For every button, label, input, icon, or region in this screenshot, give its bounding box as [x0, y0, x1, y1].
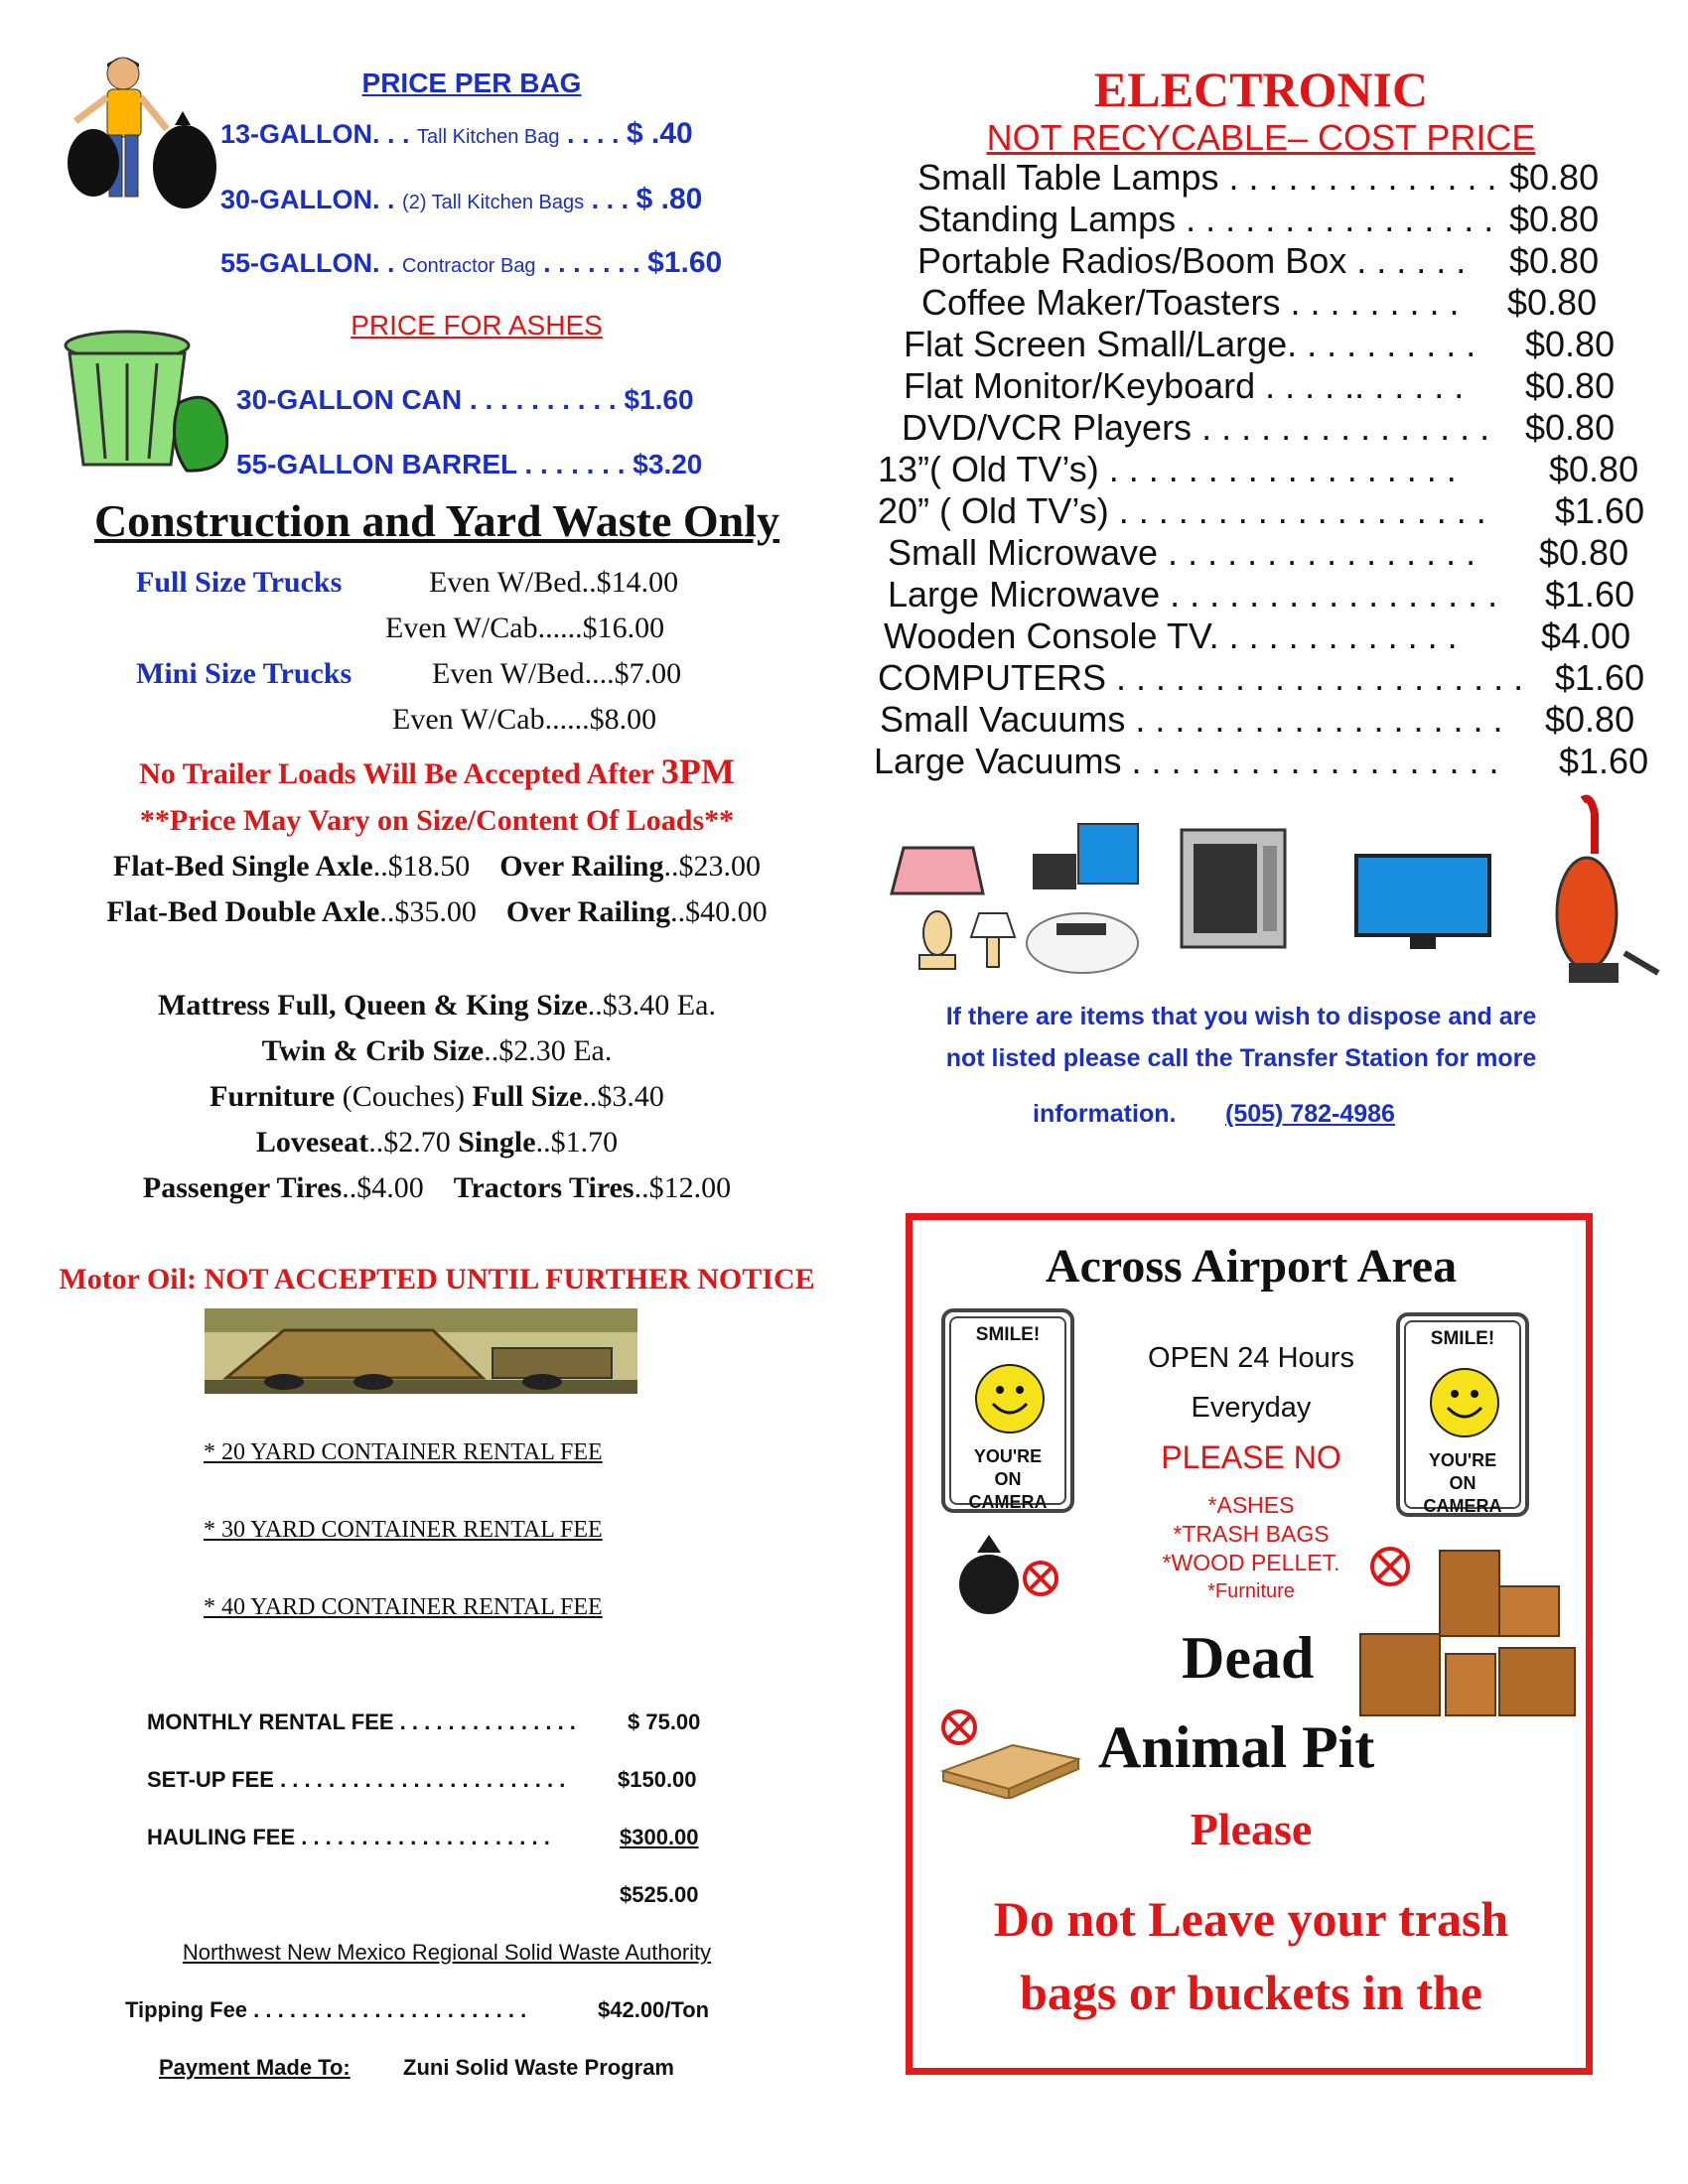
do-not-leave-line-1: Do not Leave your trash: [993, 1891, 1509, 1947]
electronic-item-price: $1.60: [1559, 741, 1649, 781]
phone-link[interactable]: (505) 782-4986: [1225, 1100, 1395, 1128]
electronic-item-price: $0.80: [1509, 240, 1600, 281]
info-line-3: information.: [1033, 1100, 1177, 1128]
electronic-item-label: Small Table Lamps . . . . . . . . . . . . . .: [917, 157, 1497, 198]
tipping-fee-label: Tipping Fee . . . . . . . . . . . . . . . . . . . . . . .: [125, 1997, 527, 2022]
electronic-title: ELECTRONIC: [1093, 62, 1429, 117]
airport-title: Across Airport Area: [1045, 1240, 1458, 1293]
prohibited-item: *WOOD PELLET.: [1162, 1550, 1340, 1575]
bag-row-55-gallon: 55-GALLON. . Contractor Bag . . . . . . . $1.60: [220, 246, 723, 279]
total-fee-value: $525.00: [620, 1882, 699, 1907]
ash-row-30-gallon-can: 30-GALLON CAN . . . . . . . . . . $1.60: [236, 384, 694, 415]
full-size-trucks-label: Full Size Trucks: [136, 566, 343, 599]
motor-oil-notice: Motor Oil: NOT ACCEPTED UNTIL FURTHER NOTICE: [59, 1263, 815, 1296]
electronic-item-price: $1.60: [1545, 574, 1635, 614]
full-size-bed-price: Even W/Bed..$14.00: [429, 566, 679, 599]
loveseat-row: Loveseat..$2.70 Single..$1.70: [255, 1126, 619, 1159]
trailer-notice: No Trailer Loads Will Be Accepted After 3PM: [139, 751, 735, 791]
authority-name: Northwest New Mexico Regional Solid Waste Authority: [182, 1940, 712, 1965]
electronic-item-label: Flat Screen Small/Large. . . . . . . . . .: [904, 324, 1477, 364]
table-lamp-icon: [892, 848, 1015, 969]
electronic-item-price: $0.80: [1545, 699, 1635, 740]
everyday: Everyday: [1191, 1392, 1312, 1424]
flatbed-double-row: Flat-Bed Double Axle..$35.00 Over Railing..$40.00: [106, 895, 768, 928]
flat-screen-tv-icon: [1356, 856, 1489, 949]
camera-sign-left: [941, 1308, 1074, 1513]
electronic-item-label: Flat Monitor/Keyboard . . . . .. . . . . .: [904, 365, 1465, 406]
electronic-item-label: COMPUTERS . . . . . . . . . . . . . . . . . . . . .: [878, 657, 1524, 698]
setup-fee-label: SET-UP FEE . . . . . . . . . . . . . . . . . . . . . . . .: [147, 1767, 566, 1792]
electronic-item-price: $0.80: [1525, 324, 1616, 364]
electronic-item-label: Coffee Maker/Toasters . . . . . . . . .: [921, 282, 1460, 323]
electronic-item-price: $0.80: [1509, 199, 1600, 239]
sign-bottom-text: YOU'RE ON CAMERA: [968, 1446, 1048, 1512]
price-for-ashes-title: PRICE FOR ASHES: [351, 310, 603, 341]
ash-row-55-gallon-barrel: 55-GALLON BARREL . . . . . . . $3.20: [236, 449, 703, 479]
furniture-row: Furniture (Couches) Full Size..$3.40: [210, 1080, 664, 1113]
setup-fee-value: $150.00: [618, 1767, 697, 1792]
do-not-leave-line-2: bags or buckets in the: [1020, 1965, 1482, 2020]
sign-top-text: SMILE!: [975, 1324, 1041, 1345]
no-furniture-icon: [1350, 1545, 1579, 1723]
flatbed-single-row: Flat-Bed Single Axle..$18.50 Over Railing..$23.00: [113, 850, 761, 883]
hauling-fee-label: HAULING FEE . . . . . . . . . . . . . . . . . . . . .: [147, 1825, 550, 1849]
hauling-fee-value: $300.00: [620, 1825, 699, 1849]
container-30-yard: * 30 YARD CONTAINER RENTAL FEE: [204, 1517, 603, 1543]
prohibited-item: *TRASH BAGS: [1173, 1521, 1330, 1547]
payment-recipient: Zuni Solid Waste Program: [403, 2055, 674, 2080]
info-line-1: If there are items that you wish to dispose and are: [945, 1003, 1537, 1030]
sign-top-text: SMILE!: [1430, 1328, 1495, 1349]
info-line-2: not listed please call the Transfer Station for more: [945, 1044, 1537, 1072]
electronic-item-label: Small Vacuums . . . . . . . . . . . . . . . . . . .: [880, 699, 1503, 740]
prohibited-item: *Furniture: [1207, 1580, 1295, 1602]
bag-row-13-gallon: 13-GALLON. . . Tall Kitchen Bag . . . . $ .40: [220, 117, 693, 150]
electronic-item-price: $4.00: [1541, 615, 1631, 656]
mini-size-cab-price: Even W/Cab......$8.00: [392, 703, 657, 736]
boy-carrying-bags-icon: [64, 52, 220, 220]
container-20-yard: * 20 YARD CONTAINER RENTAL FEE: [204, 1439, 603, 1465]
electronic-item-price: $1.60: [1555, 657, 1645, 698]
full-size-cab-price: Even W/Cab......$16.00: [385, 612, 665, 644]
trash-can-icon: [48, 324, 232, 473]
electronic-item-price: $1.60: [1555, 490, 1645, 531]
construction-title: Construction and Yard Waste Only: [93, 495, 780, 546]
electronics-clipart: [884, 794, 1668, 989]
twin-crib-row: Twin & Crib Size..$2.30 Ea.: [261, 1034, 613, 1067]
please-text: Please: [1190, 1804, 1313, 1854]
electronic-item-label: Large Microwave . . . . . . . . . . . . . . . . .: [888, 574, 1498, 614]
bag-row-30-gallon: 30-GALLON. . (2) Tall Kitchen Bags . . . $ .80: [220, 183, 703, 215]
dead-text: Dead: [1182, 1625, 1315, 1691]
mini-size-bed-price: Even W/Bed....$7.00: [432, 657, 682, 690]
vacuum-icon: [1557, 799, 1658, 983]
camera-sign-right: [1396, 1312, 1529, 1517]
electronic-item-label: 13”( Old TV’s) . . . . . . . . . . . . . . . . . .: [878, 449, 1457, 489]
mattress-row: Mattress Full, Queen & King Size..$3.40 Ea.: [158, 989, 716, 1022]
smiley-icon: [1430, 1368, 1499, 1437]
electronic-item-label: 20” ( Old TV’s) . . . . . . . . . . . . . . . . . . .: [878, 490, 1486, 531]
monthly-rental-fee-label: MONTHLY RENTAL FEE . . . . . . . . . . . . . . .: [147, 1709, 576, 1734]
electronic-subtitle: NOT RECYCABLE– COST PRICE: [986, 117, 1536, 158]
tires-row: Passenger Tires..$4.00 Tractors Tires..$12.00: [142, 1171, 732, 1204]
electronic-item-price: $0.80: [1549, 449, 1639, 489]
animal-pit-text: Animal Pit: [1098, 1714, 1375, 1780]
microwave-icon: [1182, 830, 1285, 947]
container-40-yard: * 40 YARD CONTAINER RENTAL FEE: [204, 1594, 603, 1620]
open-24-hours: OPEN 24 Hours: [1148, 1342, 1354, 1374]
computer-icon: [1027, 824, 1138, 973]
container-truck-icon: [205, 1308, 637, 1394]
electronic-item-price: $0.80: [1507, 282, 1598, 323]
electronic-item-label: Standing Lamps . . . . . . . . . . . . . . . .: [917, 199, 1494, 239]
electronic-item-price: $0.80: [1509, 157, 1600, 198]
payment-label: Payment Made To:: [159, 2055, 351, 2080]
electronic-item-label: Small Microwave . . . . . . . . . . . . . . . .: [888, 532, 1477, 573]
electronic-item-label: DVD/VCR Players . . . . . . . . . . . . . . .: [902, 407, 1490, 448]
electronic-item-label: Portable Radios/Boom Box . . . . . .: [917, 240, 1467, 281]
electronic-item-label: Wooden Console TV. . . . . . . . . . . . .: [884, 615, 1458, 656]
electronic-item-label: Large Vacuums . . . . . . . . . . . . . . . . . . .: [874, 741, 1499, 781]
electronic-item-price: $0.80: [1525, 407, 1616, 448]
electronic-item-price: $0.80: [1539, 532, 1629, 573]
please-no: PLEASE NO: [1161, 1439, 1341, 1475]
electronic-item-price: $0.80: [1525, 365, 1616, 406]
monthly-rental-fee-value: $ 75.00: [628, 1709, 701, 1734]
price-vary-notice: **Price May Vary on Size/Content Of Loads**: [139, 804, 735, 837]
smiley-icon: [975, 1364, 1045, 1433]
mini-size-trucks-label: Mini Size Trucks: [136, 657, 352, 690]
no-wood-pallet-icon: [933, 1709, 1082, 1799]
price-per-bag-title: PRICE PER BAG: [361, 68, 582, 98]
tipping-fee-value: $42.00/Ton: [598, 1997, 710, 2022]
sign-bottom-text: YOU'RE ON CAMERA: [1423, 1450, 1502, 1516]
no-trash-bag-icon: [953, 1529, 1062, 1618]
prohibited-item: *ASHES: [1207, 1492, 1295, 1518]
